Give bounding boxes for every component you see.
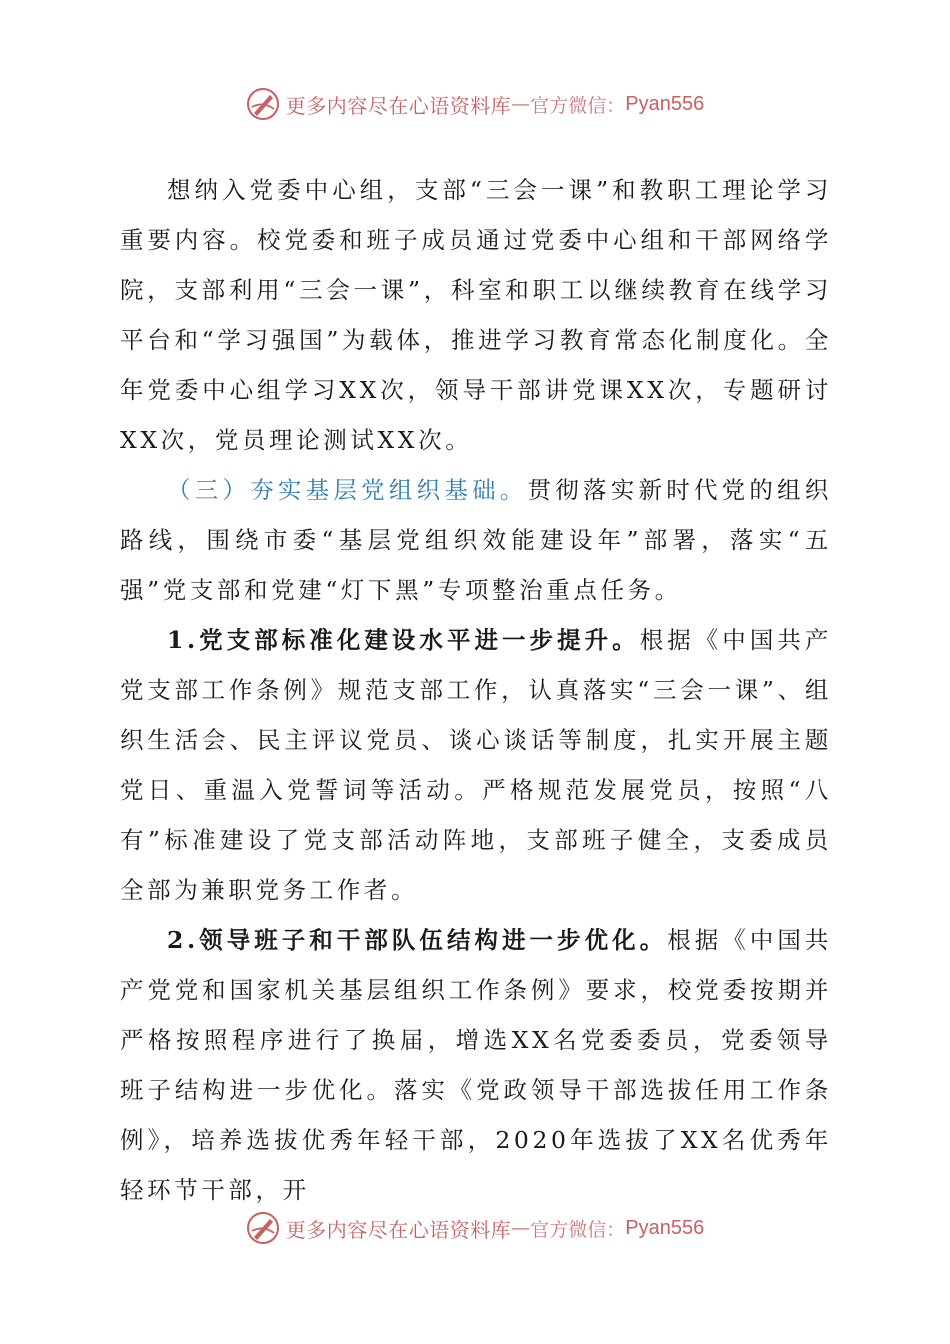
item-heading-2: 2.领导班子和干部队伍结构进一步优化。 xyxy=(167,926,668,954)
paragraph-4 xyxy=(120,915,832,1215)
paragraph-2 xyxy=(120,465,832,615)
watermark-sub-text: 官方微信： xyxy=(530,94,626,117)
watermark-sub-text: 官方微信： xyxy=(530,1218,626,1241)
section-heading-3: （三）夯实基层党组织基础。 xyxy=(167,476,528,504)
document-body xyxy=(120,165,832,1215)
item-heading-1: 1.党支部标准化建设水平进一步提升。 xyxy=(167,626,640,654)
watermark-dash: — xyxy=(511,1217,531,1239)
watermark-main-text: 更多内容尽在心语资料库 xyxy=(285,1217,512,1242)
watermark-wechat-id: Pyan556 xyxy=(625,92,705,115)
watermark-dash: — xyxy=(511,93,531,115)
watermark-wechat-id: Pyan556 xyxy=(625,1216,705,1239)
footer-watermark xyxy=(0,1206,950,1250)
watermark-main-text: 更多内容尽在心语资料库 xyxy=(285,93,512,118)
paragraph-3-text: 根据《中国共产党支部工作条例》规范支部工作，认真落实“三会一课”、组织生活会、民主评议党员、谈心谈话等制度，扎实开展主题党日、重温入党誓词等活动。严格规范发展党员，按照“八有”标准建设了党支部活动阵地，支部班子健全，支委成员全部为兼职党务工作者。 xyxy=(120,626,832,904)
header-watermark xyxy=(0,82,950,126)
pen-logo-icon xyxy=(246,1211,280,1245)
pen-logo-icon xyxy=(246,87,280,121)
paragraph-4-text: 根据《中国共产党党和国家机关基层组织工作条例》要求，校党委按期并严格按照程序进行了换届，增选XX名党委委员，党委领导班子结构进一步优化。落实《党政领导干部选拔任用工作条例》，培养选拔优秀年轻干部，2020年选拔了XX名优秀年轻环节干部，开 xyxy=(120,926,832,1204)
paragraph-2-text: 贯彻落实新时代党的组织路线，围绕市委“基层党组织效能建设年”部署，落实“五强”党支部和党建“灯下黑”专项整治重点任务。 xyxy=(120,476,832,604)
paragraph-1: 想纳入党委中心组，支部“三会一课”和教职工理论学习重要内容。校党委和班子成员通过党委中心组和干部网络学院，支部利用“三会一课”，科室和职工以继续教育在线学习平台和“学习强国”为载体，推进学习教育常态化制度化。全年党委中心组学习XX次，领导干部讲党课XX次，专题研讨XX次，党员理论测试XX次。 xyxy=(120,176,832,454)
paragraph-3 xyxy=(120,615,832,915)
